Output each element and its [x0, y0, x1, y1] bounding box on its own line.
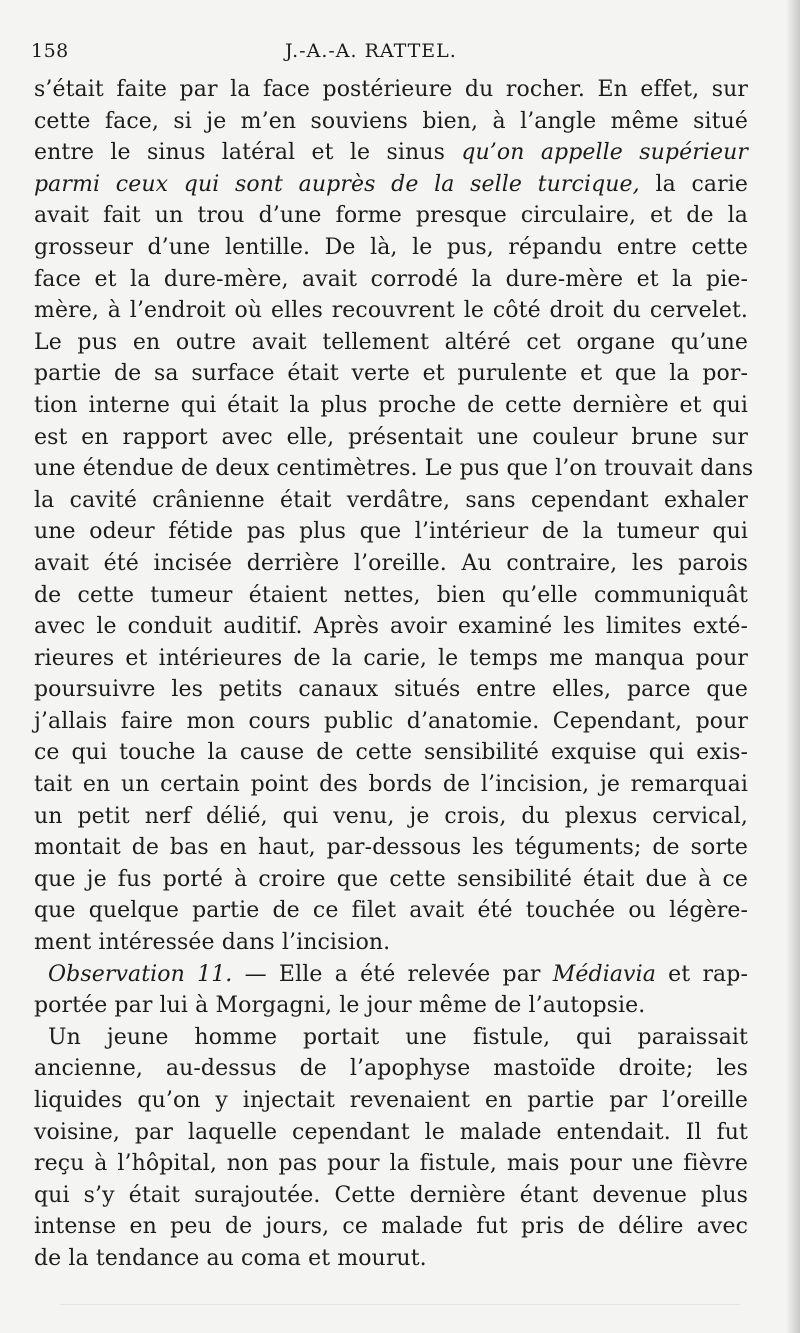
- text-run: ment intéressée dans l’incision.: [34, 930, 391, 956]
- text-line: [34, 832, 748, 864]
- text-run: portée par lui à Morgagni, le jour même de l’autopsie.: [34, 993, 646, 1019]
- text-line: [34, 769, 748, 801]
- text-line: [34, 611, 748, 643]
- text-run: de cette tumeur étaient nettes, bien qu’elle communiquât: [34, 582, 748, 608]
- text-run: face et la dure-mère, avait corrodé la dure-mère et la pie-: [34, 266, 748, 292]
- text-run: poursuivre les petits canaux situés entre elles, parce que: [34, 677, 748, 703]
- text-line: [34, 1211, 748, 1243]
- text-line: [34, 706, 748, 738]
- text-run: la cavité crânienne était verdâtre, sans cependant exhaler: [34, 487, 748, 513]
- text-line: [34, 1022, 748, 1054]
- text-line: [34, 327, 748, 359]
- italic-text-run: Médiavia: [552, 961, 656, 987]
- text-line: [34, 1117, 748, 1149]
- text-line: [34, 801, 748, 833]
- text-run: avait fait un trou d’une forme presque circulaire, et de la: [34, 203, 748, 229]
- text-run: avait été incisée derrière l’oreille. Au contraire, les parois: [34, 550, 748, 576]
- text-run: une étendue de deux centimètres. Le pus que l’on trouvait dans: [34, 456, 754, 482]
- text-line: [34, 927, 748, 959]
- text-line: [34, 548, 748, 580]
- italic-text-run: Observation 11.: [48, 961, 233, 987]
- text-run: tait en un certain point des bords de l’incision, je remarquai: [34, 772, 748, 798]
- page-number: 158: [31, 40, 69, 62]
- text-line: [34, 200, 748, 232]
- text-run: s’était faite par la face postérieure du rocher. En effet, sur: [34, 77, 748, 102]
- italic-text-run: parmi ceux qui sont auprès de la selle turcique,: [34, 171, 640, 197]
- text-run: la carie: [639, 171, 748, 197]
- text-line: [34, 1053, 748, 1085]
- text-run: et rap-: [655, 961, 748, 987]
- text-run: tion interne qui était la plus proche de cette dernière et qui: [34, 392, 748, 418]
- bleed-through-shadow: [60, 1304, 740, 1325]
- body-text: [34, 74, 754, 1275]
- text-run: grosseur d’une lentille. De là, le pus, répandu entre cette: [34, 234, 748, 260]
- text-line: [34, 232, 748, 264]
- text-run: partie de sa surface était verte et purulente et que la por-: [34, 361, 748, 387]
- italic-text-run: qu’on appelle supérieur: [461, 140, 748, 166]
- text-line: [34, 169, 748, 201]
- text-run: entre le sinus latéral et le sinus: [34, 140, 462, 166]
- text-run: j’allais faire mon cours public d’anatomie. Cependant, pour: [34, 708, 748, 734]
- text-line: [34, 1148, 748, 1180]
- text-run: qui s’y était surajoutée. Cette dernière étant devenue plus: [34, 1182, 748, 1208]
- text-run: rieures et intérieures de la carie, le temps me manqua pour: [34, 645, 748, 671]
- text-run: avec le conduit auditif. Après avoir examiné les limites exté-: [34, 614, 748, 640]
- text-run: un petit nerf délié, qui venu, je crois, du plexus cervical,: [34, 803, 748, 829]
- text-line: [34, 137, 748, 169]
- text-line: [34, 358, 748, 390]
- text-run: liquides qu’on y injectait revenaient en partie par l’oreille: [34, 1088, 748, 1113]
- text-line: [34, 990, 748, 1022]
- text-line: [34, 516, 748, 548]
- text-run: intense en peu de jours, ce malade fut pris de délire avec: [34, 1214, 748, 1240]
- text-line: [34, 264, 748, 296]
- text-line: [34, 1180, 748, 1212]
- text-line: [34, 106, 748, 138]
- text-line: [34, 864, 748, 896]
- text-run: reçu à l’hôpital, non pas pour la fistule, mais pour une fièvre: [34, 1151, 748, 1177]
- text-line: [34, 737, 748, 769]
- text-run: montait de bas en haut, par-dessous les téguments; de sorte: [34, 835, 748, 861]
- text-line: [34, 1243, 748, 1275]
- text-run: que je fus porté à croire que cette sensibilité était due à ce: [34, 866, 748, 892]
- text-line: [34, 295, 748, 327]
- text-run: que quelque partie de ce filet avait été touchée ou légère-: [34, 898, 748, 924]
- text-line: [34, 74, 748, 106]
- text-run: cette face, si je m’en souviens bien, à l’angle même situé: [34, 108, 748, 134]
- text-line: [34, 422, 748, 454]
- text-line: [34, 1085, 748, 1117]
- text-run: ce qui touche la cause de cette sensibilité exquise qui exis-: [34, 740, 748, 766]
- text-run: Un jeune homme portait une fistule, qui paraissait: [48, 1024, 748, 1050]
- text-run: Le pus en outre avait tellement altéré cet organe qu’une: [34, 329, 748, 355]
- text-line: [34, 643, 748, 675]
- page-header: [31, 34, 751, 70]
- running-head: J.-A.-A. RATTEL.: [285, 40, 457, 62]
- text-line: [34, 453, 754, 485]
- text-line: [34, 674, 748, 706]
- text-run: — Elle a été relevée par: [232, 961, 553, 987]
- text-line: [34, 895, 748, 927]
- text-line: [34, 390, 748, 422]
- text-line: [34, 959, 748, 991]
- text-line: [34, 580, 748, 612]
- text-line: [34, 485, 748, 517]
- text-run: de la tendance au coma et mourut.: [34, 1245, 427, 1271]
- text-run: est en rapport avec elle, présentait une couleur brune sur: [34, 424, 748, 450]
- text-run: voisine, par laquelle cependant le malade entendait. Il fut: [34, 1119, 748, 1145]
- text-run: une odeur fétide pas plus que l’intérieur de la tumeur qui: [34, 519, 748, 545]
- text-run: mère, à l’endroit où elles recouvrent le côté droit du cervelet.: [34, 298, 748, 324]
- text-run: ancienne, au-dessus de l’apophyse mastoïde droite; les: [34, 1056, 748, 1082]
